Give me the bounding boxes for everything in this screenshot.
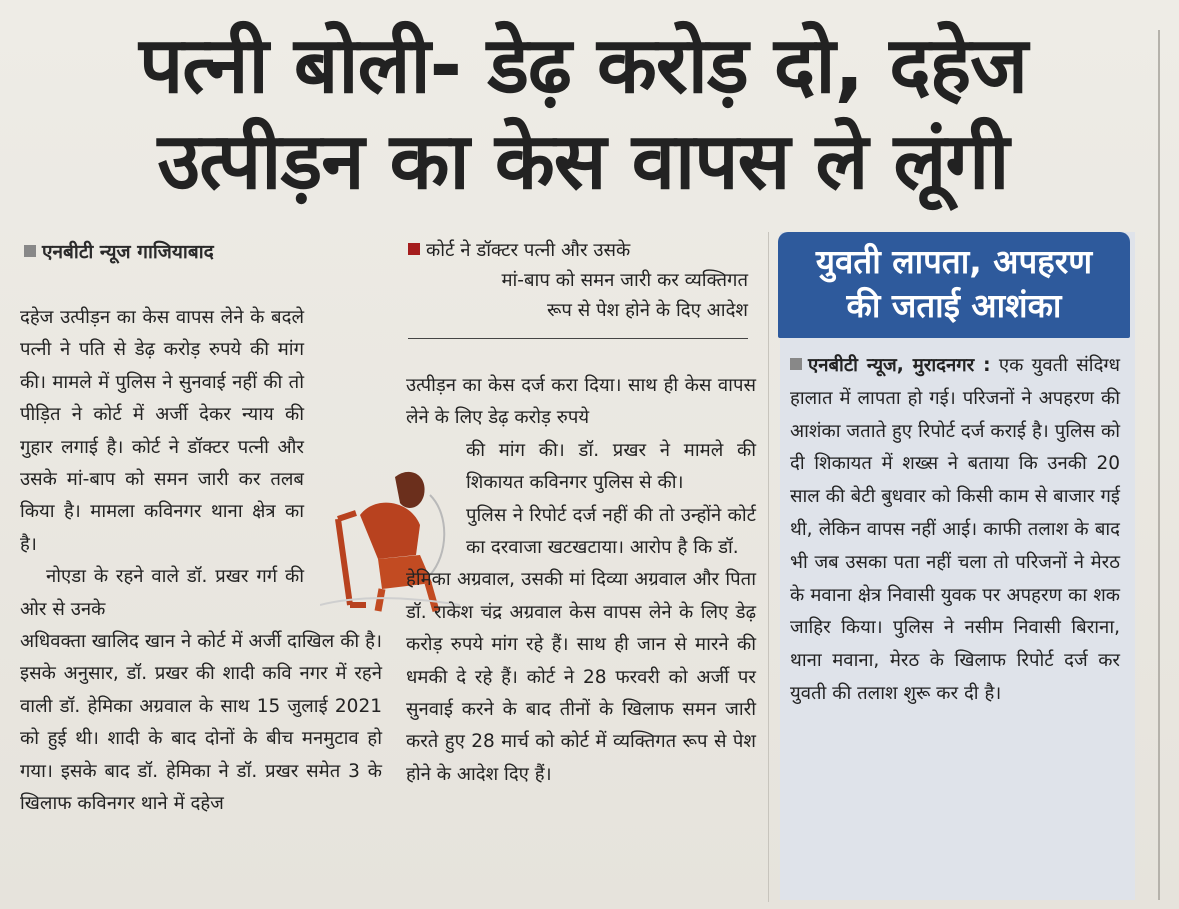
sidebar-article-text: एक युवती संदिग्ध हालात में लापता हो गई। परिजनों ने अपहरण की आशंका जताते हुए रिपोर्ट दर्ज कराई है। पुलिस को दी शिकायत में शख्स ने बताया कि उनकी 20 साल की बेटी बुधवार को किसी काम से बाजार गई थी, लेकिन वापस नहीं आई। काफी तलाश के बाद भी जब उसका पता नहीं चला तो परिजनों ने मेरठ के मवाना क्षेत्र निवासी युवक पर अपहरण का शक जाहिर किया। पुलिस ने नसीम निवासी बिराना, थाना मवाना, मेरठ के खिलाफ रिपोर्ट दर्ज कर युवती की तलाश शुरू कर दी है। xyxy=(790,355,1120,704)
red-bullet-icon xyxy=(408,243,420,255)
column-1-paragraph-2b: अधिवक्ता खालिद खान ने कोर्ट में अर्जी दाखिल की है। इसके अनुसार, डॉ. प्रखर की शादी कवि नगर में रहने वाली डॉ. हेमिका अग्रवाल के साथ 15 जुलाई 2021 को हुई थी। शादी के बाद दोनों के बीच मनमुटाव हो गया। इसके बाद डॉ. हेमिका ने डॉ. प्रखर समेत 3 के खिलाफ कविनगर थाने में दहेज xyxy=(20,631,382,815)
column-divider xyxy=(768,232,769,902)
article-column-2 xyxy=(406,370,756,791)
sidebar-dateline: एनबीटी न्यूज, मुरादनगर : xyxy=(808,355,991,376)
headline-line-2: उत्पीड़न का केस वापस ले लूंगी xyxy=(157,117,1009,207)
bullet-icon xyxy=(24,245,36,257)
subhead-line-1: कोर्ट ने डॉक्टर पत्नी और उसके xyxy=(426,240,631,261)
sidebar-headline-line-1: युवती लापता, अपहरण xyxy=(815,242,1093,281)
bullet-icon xyxy=(790,358,802,370)
subhead-line-2: मां-बाप को समन जारी कर व्यक्तिगत xyxy=(501,270,748,291)
column-2-paragraph-1b: की मांग की। डॉ. प्रखर ने मामले की शिकायत कविनगर पुलिस से की। xyxy=(466,439,756,494)
column-1-paragraph-2a: नोएडा के रहने वाले डॉ. प्रखर गर्ग की ओर से उनके xyxy=(20,566,304,620)
subhead-line-3: रूप से पेश होने के दिए आदेश xyxy=(546,300,748,321)
headline xyxy=(28,18,1138,210)
headline-line-1: पत्नी बोली- डेढ़ करोड़ दो, दहेज xyxy=(138,21,1028,111)
main-dateline xyxy=(24,238,214,264)
column-1-paragraph-1: दहेज उत्पीड़न का केस वापस लेने के बदले पत्नी ने पति से डेढ़ करोड़ रुपये की मांग की। मामले में पुलिस ने सुनवाई नहीं की तो पीड़ित ने कोर्ट में अर्जी देकर न्याय की गुहार लगाई है। कोर्ट ने डॉक्टर पत्नी और उसके मां-बाप को समन जारी कर तलब किया है। मामला कविनगर थाना क्षेत्र का है। xyxy=(20,307,304,555)
column-2-paragraph-1a: उत्पीड़न का केस दर्ज करा दिया। साथ ही केस वापस लेने के लिए डेढ़ करोड़ रुपये xyxy=(406,375,756,429)
column-2-paragraph-2a: पुलिस ने रिपोर्ट दर्ज नहीं की तो उन्होंने कोर्ट का दरवाजा खटखटाया। आरोप है कि डॉ. xyxy=(466,504,756,559)
main-dateline-text: एनबीटी न्यूज गाजियाबाद xyxy=(42,241,214,263)
sidebar-article xyxy=(790,350,1120,711)
column-2-paragraph-2b: हेमिका अग्रवाल, उसकी मां दिव्या अग्रवाल और पिता डॉ. राकेश चंद्र अग्रवाल केस वापस लेने के लिए डेढ़ करोड़ रुपये मांग रहे हैं। साथ ही जान से मारने की धमकी दे रहे हैं। कोर्ट ने 28 फरवरी को अर्जी पर सुनवाई करने के बाद तीनों के खिलाफ समन जारी करते हुए 28 मार्च को कोर्ट में व्यक्तिगत रूप से पेश होने के आदेश दिए हैं। xyxy=(406,569,756,785)
sidebar-headline xyxy=(778,232,1130,338)
page-edge-rule xyxy=(1158,30,1160,900)
article-subhead xyxy=(408,236,748,339)
sidebar-headline-line-2: की जताई आशंका xyxy=(846,286,1062,325)
